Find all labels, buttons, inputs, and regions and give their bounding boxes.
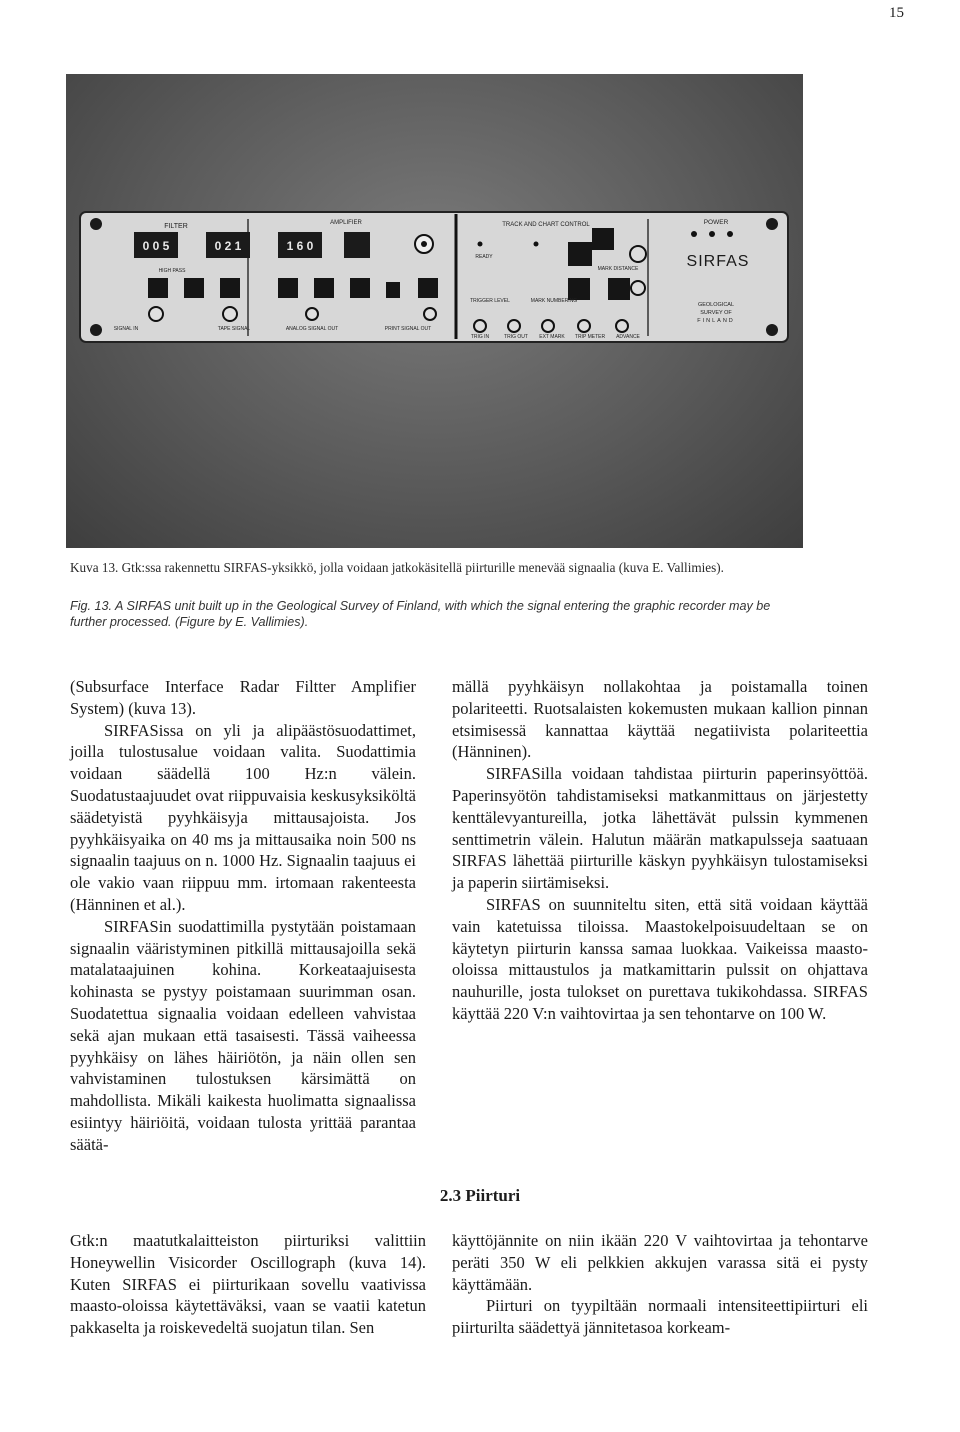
label-filter: FILTER [164,223,188,230]
svg-text:SURVEY OF: SURVEY OF [700,310,732,316]
label-power: POWER [703,219,729,226]
svg-text:GEOLOGICAL: GEOLOGICAL [697,302,735,308]
counter-3: 1 6 0 [286,239,314,253]
label-track: TRACK AND CHART CONTROL [502,222,590,228]
svg-text:TRIG OUT: TRIG OUT [504,334,528,340]
paragraph: (Subsurface Interface Radar Filtter Amplifier System) (kuva 13). [70,677,416,718]
figure-caption-en: Fig. 13. A SIRFAS unit built up in the Geological Survey of Finland, with which the signal entering the graphic recorder may be further processed. (Figure by E. Vallimies). [70,599,771,629]
figure-caption-fi: Kuva 13. Gtk:ssa rakennettu SIRFAS-yksikkö, jolla voidaan jatkokäsitellä piirturille menevää signaalia (kuva E. Vallimies). [70,560,724,575]
paragraph: mällä pyyhkäisyn nollakohtaa ja poistamalla toinen polariteetti. Ruotsalaisten kokemusten mukaan kallion pinnan etsimisessä kannattaa käyttää negatiivista polariteettia (Hänninen). [452,677,868,762]
svg-text:PRINT SIGNAL OUT: PRINT SIGNAL OUT [384,326,432,332]
brand-label: SIRFAS [686,253,750,270]
paragraph: käyttöjännite on niin ikään 220 V vaihtovirtaa ja tehontarve peräti 350 W eli pelkkien akkujen varassa sitä ei pysty käyttämään. [452,1231,868,1294]
counter-2: 0 2 1 [214,239,242,253]
svg-text:MARK NUMBERING: MARK NUMBERING [530,298,578,304]
svg-text:FINLAND: FINLAND [697,318,735,324]
figure-photo [66,74,803,548]
svg-text:HIGH PASS: HIGH PASS [158,268,186,274]
body-column-left [70,676,416,1156]
paragraph: Gtk:n maatutkalaitteiston piirturiksi valittiin Honeywellin Visicorder Oscillograph (kuva 14). Kuten SIRFAS ei piirturikaan sovellu vaativissa maasto-oloissa käytettäväksi, vaan se vaatii katetun pakkaselta ja roiskevedeltä suojatun tilan. Sen [70,1231,426,1338]
svg-text:TAPE SIGNAL: TAPE SIGNAL [217,326,251,332]
label-amplifier: AMPLIFIER [330,220,362,226]
paragraph: SIRFASilla voidaan tahdistaa piirturin paperinsyöttöä. Paperinsyötön tahdistamiseksi matkanmittaus on järjestetty kenttälevyantureilla, jotka lähettävät pulssin kymmenen senttimetrin välein. Halutun määrän matkapulsseja saatuaan SIRFAS lähettää piirturille käskyn pyyhkäisyn tulostamiseksi ja paperin siirtämiseksi. [452,764,868,893]
paragraph: SIRFASin suodattimilla pystytään poistamaan signaalin vääristyminen pitkillä mittausajoilla sekä matalataajuinen kohina. Korkeataajuisesta kohinasta se pystyy poistamaan suurimman osan. Suodatettua signaalia voidaan edelleen vahvistaa sekä ajan mukaan että tasaisesti. Tässä vaiheessa pyyhkäisy on lähes häiriötön, ja näin ollen sen vahvistaminen tulostuksen kärsimättä on mahdollista. Mikäli kaikesta huolimatta signaalissa esiintyy häiriöitä, voidaan tulosta yrittää parantaa säätä- [70,916,416,1154]
svg-text:ADVANCE: ADVANCE [616,334,640,340]
paragraph: SIRFASissa on yli ja alipäästösuodattimet, joilla tulostusalue voidaan valita. Suodattimia voidaan säädellä 100 Hz:n välein. Suodatustaajuudet ovat riippuvaisia keskusyksiköltä säädetyistä pyyhkäisyja mittausajoista. Jos pyyhkäisyaika on 40 ms ja mittausaika noin 500 ns signaalin taajuus on n. 1000 Hz. Signaalin taajuus ei ole vakio vaan riippuu mm. irtomaan rakenteesta (Hänninen et al.). [70,720,416,914]
svg-text:SIGNAL IN: SIGNAL IN [113,326,139,332]
svg-text:READY: READY [475,254,493,260]
rack-panel [80,212,788,342]
paragraph: Piirturi on tyypiltään normaali intensiteettipiirturi eli piirturilta säädettyä jännitetasoa korkeam- [452,1296,868,1338]
svg-text:TRIGGER LEVEL: TRIGGER LEVEL [470,298,510,304]
section-heading: 2.3 Piirturi [439,1186,521,1205]
svg-text:EXT MARK: EXT MARK [539,334,565,340]
counter-1: 0 0 5 [142,239,170,253]
svg-text:TRIG IN: TRIG IN [470,334,490,340]
svg-text:ANALOG SIGNAL OUT: ANALOG SIGNAL OUT [285,326,339,332]
svg-text:MARK DISTANCE: MARK DISTANCE [597,266,639,272]
svg-text:TRIP METER: TRIP METER [574,334,606,340]
body-column-left-2 [70,1230,426,1339]
paragraph: SIRFAS on suunniteltu siten, että sitä voidaan käyttää vain katetuissa tiloissa. Maastokelpoisuudeltaan se on käytetyn piirturin kanssa samaa luokkaa. Vaikeissa maasto-oloissa mittaustulos ja matkamittarin pulssit on ohjattava nauhurille, josta tulokset on purettava tukikohdassa. SIRFAS käyttää 220 V:n vaihtovirtaa ja sen tehontarve on 100 W. [452,894,868,1023]
body-column-right-2 [452,1230,868,1339]
page-number: 15 [889,5,904,21]
body-column-right [452,676,868,1025]
